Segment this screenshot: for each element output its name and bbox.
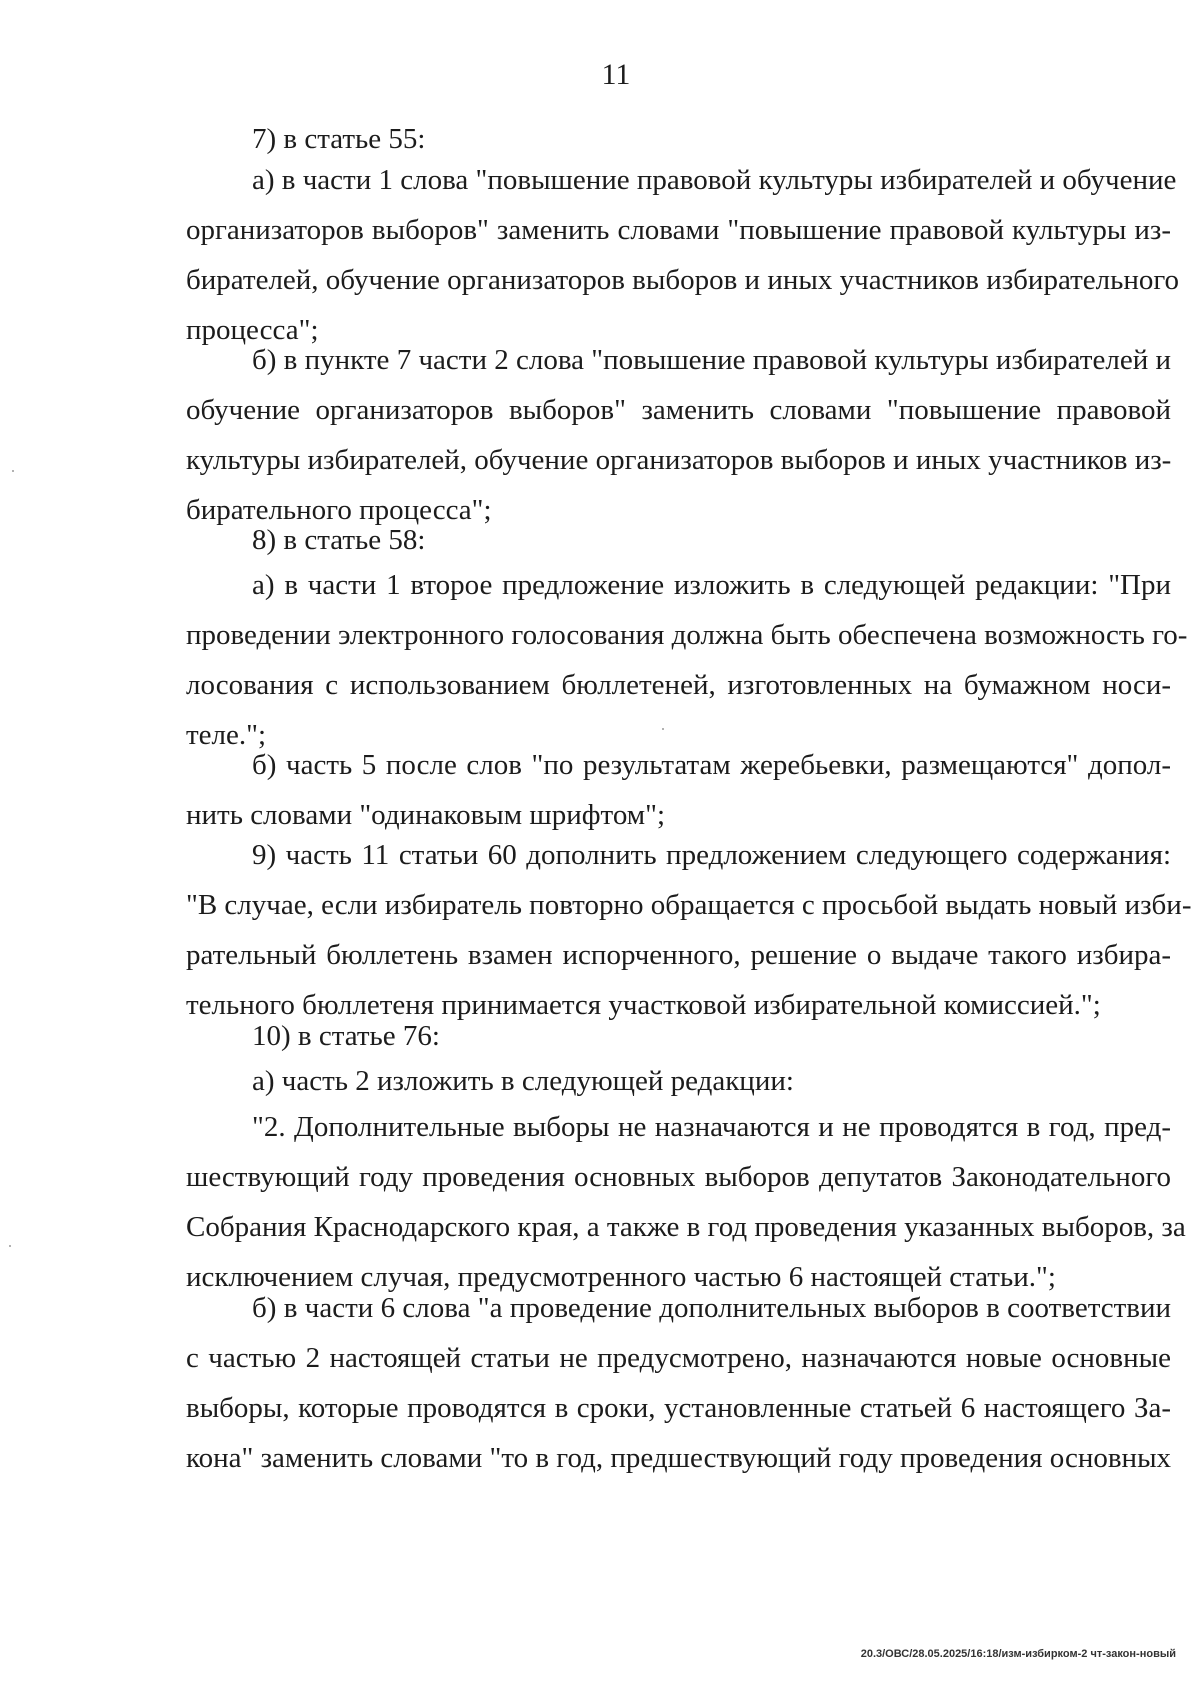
text-line: теле."; — [186, 719, 267, 751]
paragraph-10b — [186, 1283, 1171, 1483]
scan-speck — [9, 1245, 11, 1247]
paragraph-8b — [186, 740, 1171, 840]
text-line: организаторов выборов" заменить словами "повышение правовой культуры из- — [186, 214, 1171, 246]
text-line: тельного бюллетеня принимается участковой избирательной комиссией."; — [186, 989, 1101, 1021]
text-line: б) часть 5 после слов "по результатам жеребьевки, размещаются" допол- — [252, 749, 1171, 781]
paragraph-10a-quote — [186, 1102, 1186, 1302]
paragraph-10a — [186, 1056, 1171, 1106]
text-line: культуры избирателей, обучение организаторов выборов и иных участников из- — [186, 444, 1172, 476]
text-line: 8) в статье 58: — [252, 524, 426, 556]
text-line: исключением случая, предусмотренного частью 6 настоящей статьи."; — [186, 1261, 1056, 1293]
text-line: а) часть 2 изложить в следующей редакции: — [252, 1065, 794, 1097]
text-line: б) в части 6 слова "а проведение дополнительных выборов в соответствии — [252, 1292, 1171, 1324]
document-footer-code: 20.3/ОВС/28.05.2025/16:18/изм-избирком-2 чт-закон-новый — [860, 1648, 1176, 1660]
text-line: рательный бюллетень взамен испорченного, решение о выдаче такого избира- — [186, 939, 1171, 971]
paragraph-8 — [186, 515, 1171, 565]
text-line: 10) в статье 76: — [252, 1020, 440, 1052]
text-line: бирательного процесса"; — [186, 494, 492, 526]
page-number: 11 — [601, 58, 631, 91]
text-line: "2. Дополнительные выборы не назначаются и не проводятся в год, пред- — [252, 1111, 1171, 1143]
text-line: проведении электронного голосования должна быть обеспечена возможность го- — [186, 619, 1188, 651]
text-line: нить словами "одинаковым шрифтом"; — [186, 799, 666, 831]
paragraph-7a — [186, 155, 1180, 355]
text-line: 7) в статье 55: — [252, 123, 426, 155]
scan-speck — [662, 728, 664, 730]
paragraph-8a — [186, 560, 1188, 760]
text-line: "В случае, если избиратель повторно обращается с просьбой выдать новый изби- — [186, 889, 1192, 921]
text-line: шествующий году проведения основных выборов депутатов Законодательного — [186, 1161, 1171, 1193]
paragraph-9 — [186, 830, 1192, 1030]
text-line: кона" заменить словами "то в год, предшествующий году проведения основных — [186, 1442, 1172, 1474]
text-line: а) в части 1 слова "повышение правовой культуры избирателей и обучение — [252, 164, 1177, 196]
scan-speck — [12, 470, 14, 472]
text-line: б) в пункте 7 части 2 слова "повышение правовой культуры избирателей и — [252, 344, 1171, 376]
text-line: бирателей, обучение организаторов выборов и иных участников избирательного — [186, 264, 1180, 296]
text-line: лосования с использованием бюллетеней, изготовленных на бумажном носи- — [186, 669, 1171, 701]
text-line: процесса"; — [186, 314, 319, 346]
paragraph-7b — [186, 335, 1171, 535]
text-line: Собрания Краснодарского края, а также в год проведения указанных выборов, за — [186, 1211, 1186, 1243]
text-line: а) в части 1 второе предложение изложить в следующей редакции: "При — [252, 569, 1171, 601]
paragraph-10 — [186, 1011, 1171, 1061]
text-line: с частью 2 настоящей статьи не предусмотрено, назначаются новые основные — [186, 1342, 1171, 1374]
text-line: 9) часть 11 статьи 60 дополнить предложением следующего содержания: — [252, 839, 1171, 871]
text-line: выборы, которые проводятся в сроки, установленные статьей 6 настоящего За- — [186, 1392, 1171, 1424]
text-line: обучение организаторов выборов" заменить словами "повышение правовой — [186, 394, 1171, 426]
